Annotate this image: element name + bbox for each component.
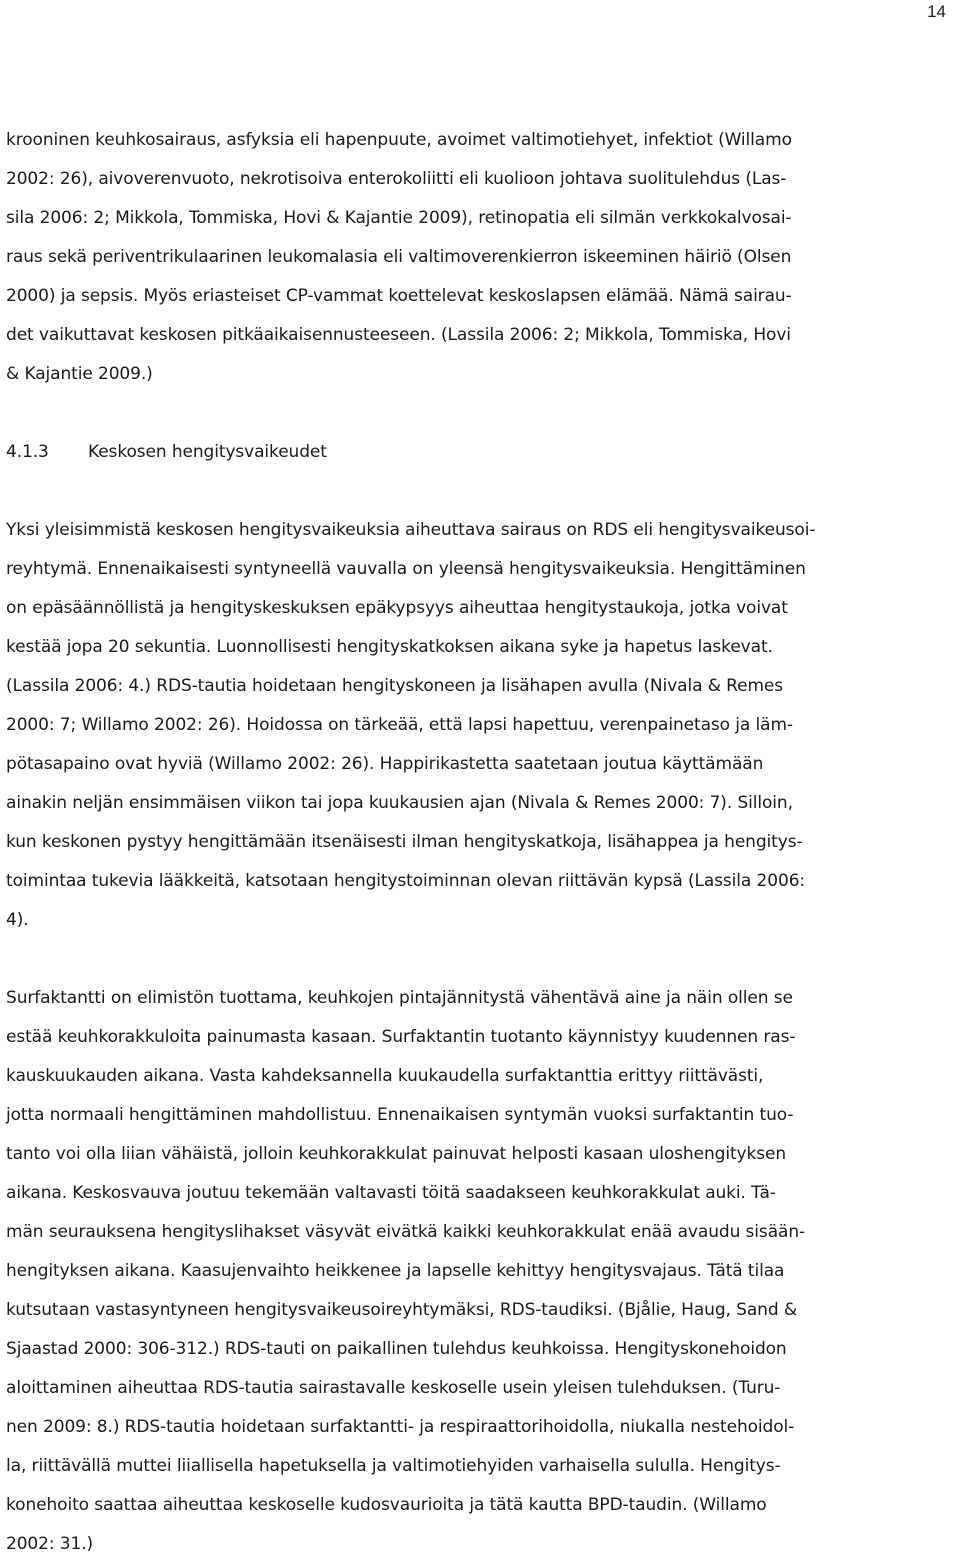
- text-line: (Lassila 2006: 4.) RDS-tautia hoidetaan hengityskoneen ja lisähapen avulla (Nivala & Remes: [6, 676, 784, 696]
- text-line: nen 2009: 8.) RDS-tautia hoidetaan surfaktantti- ja respiraattorihoidolla, niukalla nestehoidol-: [6, 1417, 795, 1437]
- text-line: jotta normaali hengittäminen mahdollistuu. Ennenaikaisen syntymän vuoksi surfaktantin tuo-: [6, 1105, 794, 1125]
- text-line: det vaikuttavat keskosen pitkäaikaisennusteeseen. (Lassila 2006: 2; Mikkola, Tommiska, Hovi: [6, 325, 791, 345]
- text-line: Yksi yleisimmistä keskosen hengitysvaikeuksia aiheuttava sairaus on RDS eli hengitysvaikeusoi-: [6, 520, 816, 540]
- text-line: aikana. Keskosvauva joutuu tekemään valtavasti töitä saadakseen keuhkorakkulat auki. Tä-: [6, 1183, 776, 1203]
- page-number: 14: [927, 2, 946, 21]
- text-line: 2002: 26), aivoverenvuoto, nekrotisoiva enterokoliitti eli kuolioon johtava suolitulehdus (Las-: [6, 169, 787, 189]
- text-line: konehoito saattaa aiheuttaa keskoselle kudosvaurioita ja tätä kautta BPD-taudin. (Willamo: [6, 1495, 767, 1515]
- text-line: 2002: 31.): [6, 1534, 94, 1554]
- section-number: 4.1.3: [6, 442, 49, 462]
- text-line: toimintaa tukevia lääkkeitä, katsotaan hengitystoiminnan olevan riittävän kypsä (Lassila 2006:: [6, 871, 806, 891]
- text-line: tanto voi olla liian vähäistä, jolloin keuhkorakkulat painuvat helposti kasaan uloshengityksen: [6, 1144, 787, 1164]
- text-line: Surfaktantti on elimistön tuottama, keuhkojen pintajännitystä vähentävä aine ja näin ollen se: [6, 988, 793, 1008]
- text-line: män seurauksena hengityslihakset väsyvät eivätkä kaikki keuhkorakkulat enää avaudu sisään-: [6, 1222, 806, 1242]
- text-line: kauskuukauden aikana. Vasta kahdeksannella kuukaudella surfaktanttia erittyy riittävästi,: [6, 1066, 764, 1086]
- text-line: raus sekä periventrikulaarinen leukomalasia eli valtimoverenkierron iskeeminen häiriö (Olsen: [6, 247, 792, 267]
- text-line: kun keskonen pystyy hengittämään itsenäisesti ilman hengityskatkoja, lisähappea ja hengitys-: [6, 832, 803, 852]
- text-line: 2000) ja sepsis. Myös eriasteiset CP-vammat koettelevat keskoslapsen elämää. Nämä sairau-: [6, 286, 792, 306]
- text-line: estää keuhkorakkuloita painumasta kasaan. Surfaktantin tuotanto käynnistyy kuudennen ras-: [6, 1027, 796, 1047]
- text-line: aloittaminen aiheuttaa RDS-tautia sairastavalle keskoselle usein yleisen tulehduksen. (Turu-: [6, 1378, 781, 1398]
- text-line: ainakin neljän ensimmäisen viikon tai jopa kuukausien ajan (Nivala & Remes 2000: 7). Silloin,: [6, 793, 793, 813]
- section-title: Keskosen hengitysvaikeudet: [88, 442, 327, 462]
- text-line: kutsutaan vastasyntyneen hengitysvaikeusoireyhtymäksi, RDS-taudiksi. (Bjålie, Haug, Sand &: [6, 1300, 797, 1320]
- text-line: hengityksen aikana. Kaasujenvaihto heikkenee ja lapselle kehittyy hengitysvajaus. Tätä tilaa: [6, 1261, 785, 1281]
- text-line: 2000: 7; Willamo 2002: 26). Hoidossa on tärkeää, että lapsi hapettuu, verenpainetaso ja läm-: [6, 715, 793, 735]
- text-line: Sjaastad 2000: 306-312.) RDS-tauti on paikallinen tulehdus keuhkoissa. Hengityskonehoidon: [6, 1339, 787, 1359]
- text-line: la, riittävällä muttei liiallisella hapetuksella ja valtimotiehyiden varhaisella sululla. Hengitys-: [6, 1456, 781, 1476]
- text-line: krooninen keuhkosairaus, asfyksia eli hapenpuute, avoimet valtimotiehyet, infektiot (Willamo: [6, 130, 792, 150]
- text-line: 4).: [6, 910, 29, 930]
- text-line: sila 2006: 2; Mikkola, Tommiska, Hovi & Kajantie 2009), retinopatia eli silmän verkkokalvosai-: [6, 208, 792, 228]
- text-line: kestää jopa 20 sekuntia. Luonnollisesti hengityskatkoksen aikana syke ja hapetus laskevat.: [6, 637, 773, 657]
- text-line: pötasapaino ovat hyviä (Willamo 2002: 26). Happirikastetta saatetaan joutua käyttämään: [6, 754, 764, 774]
- text-line: on epäsäännöllistä ja hengityskeskuksen epäkypsyys aiheuttaa hengitystaukoja, jotka voivat: [6, 598, 788, 618]
- text-line: & Kajantie 2009.): [6, 364, 153, 384]
- section-heading: [6, 440, 956, 464]
- text-line: reyhtymä. Ennenaikaisesti syntyneellä vauvalla on yleensä hengitysvaikeuksia. Hengittäminen: [6, 559, 806, 579]
